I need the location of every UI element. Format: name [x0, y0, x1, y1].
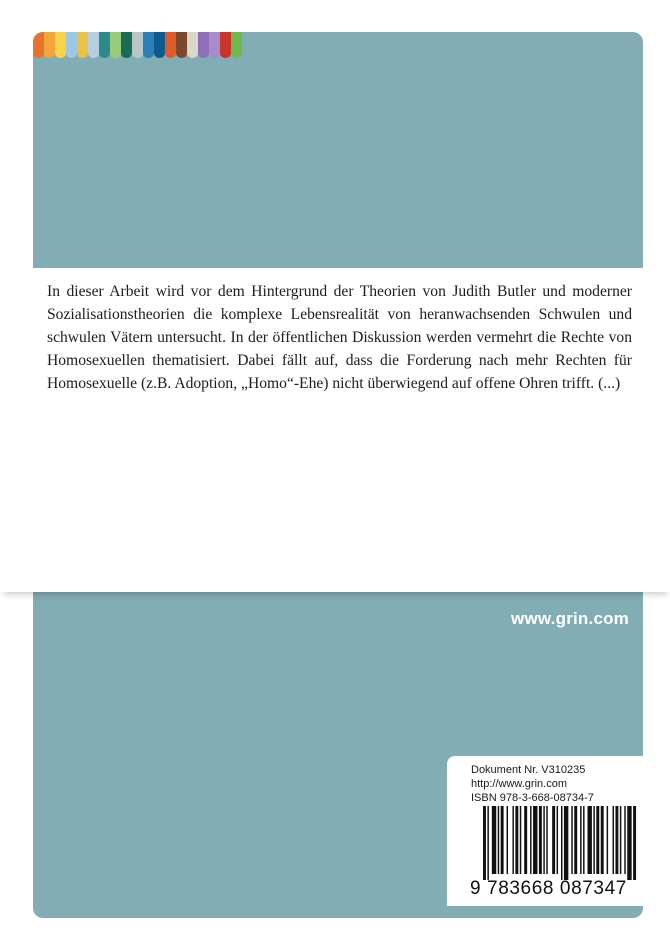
barcode-bar — [533, 806, 537, 874]
color-strip-block — [231, 32, 242, 58]
color-strip-block — [132, 32, 143, 58]
blurb-area — [0, 268, 670, 592]
barcode-bar — [552, 806, 555, 874]
color-strip-block — [165, 32, 176, 58]
color-strip-block — [99, 32, 110, 58]
barcode-bar — [587, 806, 591, 874]
color-strip-block — [66, 32, 77, 58]
color-strip-block — [187, 32, 198, 58]
barcode-bar — [620, 806, 621, 874]
color-strip-block — [198, 32, 209, 58]
barcode-bar — [583, 806, 584, 874]
publisher-website[interactable]: www.grin.com — [511, 609, 629, 628]
barcode-bar — [615, 806, 618, 874]
barcode-bar — [627, 806, 631, 880]
barcode-bar — [633, 806, 636, 880]
color-strip-block — [154, 32, 165, 58]
barcode-bar — [580, 806, 581, 874]
barcode-bar — [624, 806, 625, 874]
barcode-bar — [530, 806, 531, 874]
color-strip-block — [110, 32, 121, 58]
barcode-bar — [539, 806, 542, 874]
publisher-url: http://www.grin.com — [471, 778, 567, 790]
barcode-bar — [492, 806, 496, 874]
barcode-bar — [571, 806, 572, 874]
barcode-bar — [613, 806, 614, 874]
color-strip-block — [33, 32, 44, 58]
color-strip-block — [88, 32, 99, 58]
barcode-bar — [593, 806, 594, 874]
color-strip-block — [209, 32, 220, 58]
color-strip-block — [176, 32, 187, 58]
barcode-bar — [557, 806, 558, 874]
barcode-bar — [546, 806, 547, 874]
barcode-bar — [524, 806, 527, 874]
document-number: Dokument Nr. V310235 — [471, 764, 586, 776]
color-strip-block — [121, 32, 132, 58]
top-color-panel — [33, 32, 643, 268]
barcode-digits: 9 783668 087347 — [470, 878, 627, 899]
color-strip-block — [44, 32, 55, 58]
color-strip-block — [55, 32, 66, 58]
barcode-bar — [601, 806, 604, 874]
barcode-bar — [574, 806, 577, 874]
barcode-bar — [487, 806, 488, 880]
color-strip — [33, 32, 242, 58]
barcode-bar — [483, 806, 486, 880]
barcode-bar — [520, 806, 521, 874]
color-strip-block — [143, 32, 154, 58]
barcode-bar — [543, 806, 544, 874]
barcode-bar — [515, 806, 518, 874]
barcode-bar — [596, 806, 599, 874]
barcode-icon — [483, 806, 639, 880]
barcode-bar — [564, 806, 568, 880]
isbn-number: ISBN 978-3-668-08734-7 — [471, 792, 594, 804]
barcode-bar — [507, 806, 508, 874]
color-strip-block — [220, 32, 231, 58]
barcode-bar — [607, 806, 608, 874]
blurb-text: In dieser Arbeit wird vor dem Hintergrund der Theorien von Judith Butler und moderner Sozialisationstheorien die komplexe Lebensrealität von heranwachsenden Schwulen und schwulen Vätern untersucht. In der öffentlichen Diskussion werden vermehrt die Rechte von Homosexuellen thematisiert. Dabei fällt auf, dass die Forderung nach mehr Rechten für Homosexuelle (z.B. Adoption, „Homo“-Ehe) nicht überwiegend auf offene Ohren trifft. (...) — [47, 283, 632, 392]
barcode-bar — [512, 806, 513, 874]
barcode-bar — [498, 806, 499, 874]
color-strip-block — [77, 32, 88, 58]
barcode-bar — [501, 806, 504, 874]
isbn-info-box — [447, 756, 643, 906]
barcode-bar — [561, 806, 562, 880]
